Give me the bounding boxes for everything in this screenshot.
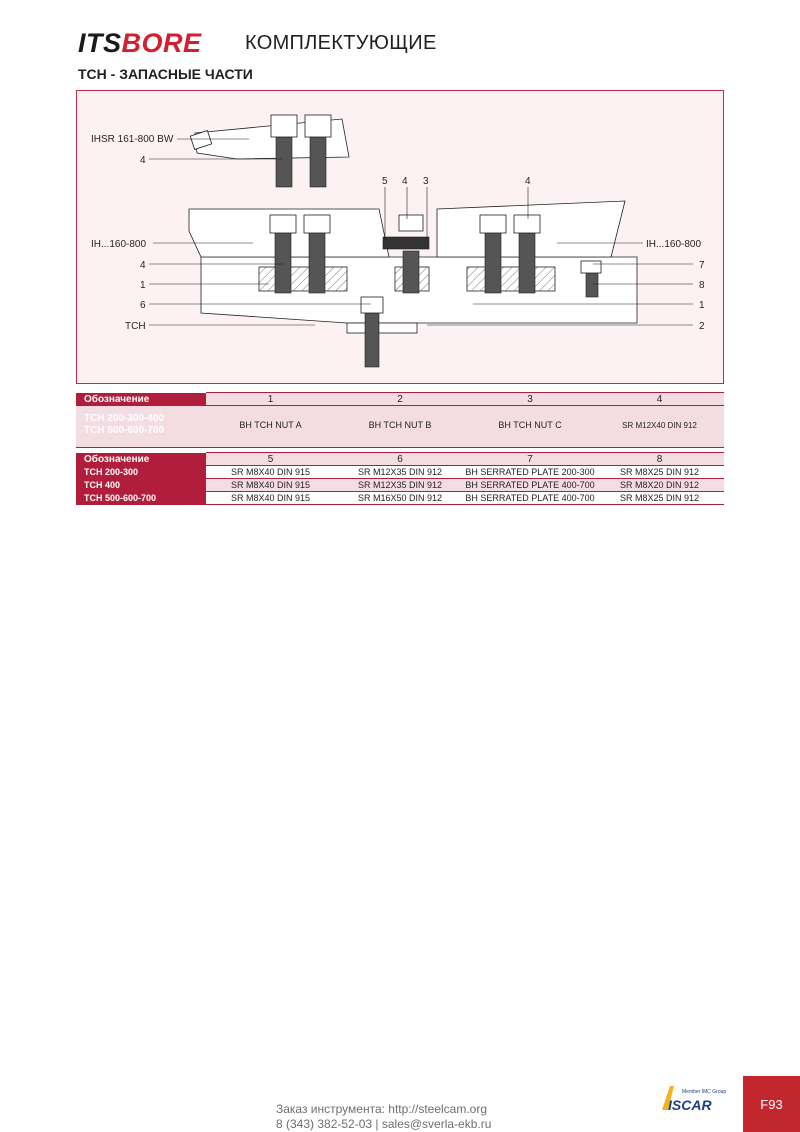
column-header: 3	[465, 393, 595, 406]
label-1-right: 1	[699, 300, 705, 311]
header-designation: Обозначение	[76, 453, 206, 466]
column-header: 5	[206, 453, 335, 466]
table-row	[76, 492, 724, 505]
parts-table-1	[76, 392, 724, 448]
iscar-logo	[660, 1084, 730, 1114]
column-header: 4	[595, 393, 724, 406]
screw-head-top-2	[305, 115, 331, 137]
screw-left-1	[275, 231, 291, 293]
table-cell: SR M8X40 DIN 915	[206, 466, 335, 479]
screw-head-right-1	[480, 215, 506, 233]
footer-phone-email[interactable]: 8 (343) 382-52-03 | sales@sverla-ekb.ru	[276, 1117, 492, 1131]
table-cell: SR M12X35 DIN 912	[335, 479, 465, 492]
iscar-member-text: Member IMC Group	[682, 1089, 727, 1095]
table-cell: SR M16X50 DIN 912	[335, 492, 465, 505]
itsbore-logo	[78, 30, 202, 57]
iscar-wordmark: ISCAR	[668, 1097, 712, 1113]
label-4-right: 4	[525, 176, 531, 187]
tch-base-tab	[347, 323, 417, 333]
page-subtitle: TCH - ЗАПАСНЫЕ ЧАСТИ	[78, 66, 253, 82]
page-number: F93	[760, 1096, 783, 1112]
label-ihsr: IHSR 161-800 BW	[91, 134, 174, 145]
label-3: 3	[423, 176, 429, 187]
table-cell: SR M12X40 DIN 912	[595, 406, 724, 445]
serrated-plate-right	[467, 267, 555, 291]
table-cell: BH TCH NUT B	[335, 406, 465, 445]
screw-bottom-6	[365, 313, 379, 367]
screw-head-6	[361, 297, 383, 313]
label-ih-left: IH...160-800	[91, 239, 147, 250]
label-4-top: 4	[140, 155, 146, 166]
screw-head-left-1	[270, 215, 296, 233]
footer-contact	[276, 1102, 491, 1132]
row-label: TCH 200-300	[76, 466, 206, 479]
header-designation: Обозначение	[76, 393, 206, 406]
label-1-left: 1	[140, 280, 146, 291]
table-cell: SR M8X25 DIN 912	[595, 466, 724, 479]
column-header: 2	[335, 393, 465, 406]
page-number-box	[743, 1076, 800, 1132]
footer-order-link[interactable]: Заказ инструмента: http://steelcam.org	[276, 1102, 488, 1116]
label-ih-right: IH...160-800	[646, 239, 702, 250]
screw-head-left-2	[304, 215, 330, 233]
label-7: 7	[699, 260, 705, 271]
table-cell: SR M8X40 DIN 915	[206, 492, 335, 505]
column-header: 1	[206, 393, 335, 406]
serrated-plate-left	[259, 267, 347, 291]
table-cell: SR M8X25 DIN 912	[595, 492, 724, 505]
screw-top-1	[276, 137, 292, 187]
row-label-line: TCH 500-600-700	[84, 424, 165, 436]
table-cell: BH SERRATED PLATE 400-700	[465, 493, 595, 503]
table-row	[76, 406, 724, 445]
screw-right-1	[485, 231, 501, 293]
screw-top-2	[310, 137, 326, 187]
table-header-row	[76, 393, 724, 406]
screw-head-center	[399, 215, 423, 231]
parts-table-2	[76, 452, 724, 505]
screw-head-right-2	[514, 215, 540, 233]
label-6: 6	[140, 300, 146, 311]
table-row	[76, 479, 724, 492]
label-4-left: 4	[140, 260, 146, 271]
table-cell: SR M12X35 DIN 912	[335, 466, 465, 479]
column-header: 8	[595, 453, 724, 466]
table-cell: BH TCH NUT A	[206, 406, 335, 445]
table-spacer	[76, 444, 724, 448]
table-cell: BH TCH NUT C	[465, 406, 595, 445]
row-label: TCH 500-600-700	[76, 492, 206, 505]
logo-its: ITS	[78, 28, 122, 58]
row-label: TCH 400	[76, 479, 206, 492]
logo-bore: BORE	[121, 28, 202, 58]
label-tch: TCH	[125, 321, 146, 332]
table-cell: BH SERRATED PLATE 400-700	[465, 480, 595, 490]
column-header: 6	[335, 453, 465, 466]
table-cell: SR M8X40 DIN 915	[206, 479, 335, 492]
label-4-center: 4	[402, 176, 408, 187]
table-cell: SR M8X20 DIN 912	[595, 479, 724, 492]
table-header-row	[76, 453, 724, 466]
technical-drawing	[76, 90, 724, 384]
label-2: 2	[699, 321, 705, 332]
label-5: 5	[382, 176, 388, 187]
section-title: КОМПЛЕКТУЮЩИЕ	[245, 32, 437, 54]
screw-right-2	[519, 231, 535, 293]
column-header: 7	[465, 453, 595, 466]
screw-head-top-1	[271, 115, 297, 137]
screw-center	[403, 251, 419, 293]
screw-head-7	[581, 261, 601, 273]
label-8: 8	[699, 280, 705, 291]
table-row	[76, 466, 724, 479]
screw-left-2	[309, 231, 325, 293]
row-label	[76, 406, 206, 445]
table-cell: BH SERRATED PLATE 200-300	[465, 467, 595, 477]
row-label-line: TCH 200-300-400	[84, 412, 165, 424]
setscrew-5	[383, 237, 429, 249]
assembly-drawing	[77, 91, 723, 383]
